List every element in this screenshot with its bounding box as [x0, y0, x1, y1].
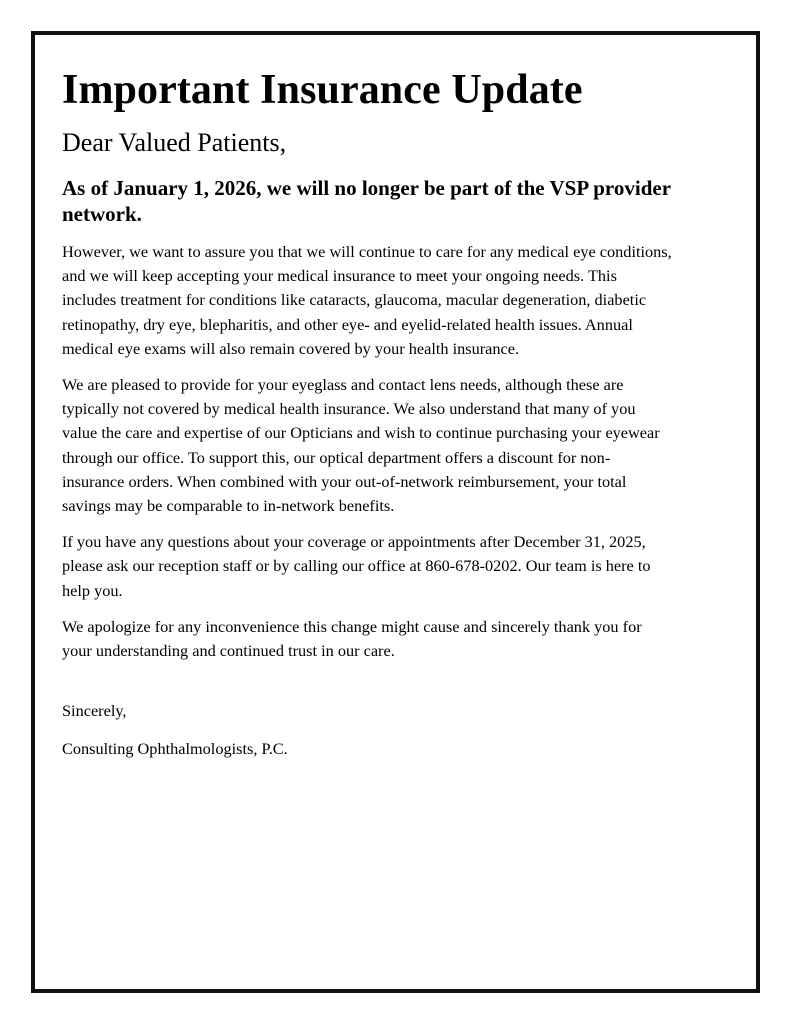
paragraph-contact: If you have any questions about your coverage or appointments after December 31, 2025, please ask our reception staff or by calling our office at 860-678-0202. Our team is here to help you.: [62, 532, 651, 600]
paragraph-apology: We apologize for any inconvenience this change might cause and sincerely thank you for your understanding and continued trust in our care.: [62, 616, 642, 661]
letter-signature: Consulting Ophthalmologists, P.C.: [62, 739, 288, 759]
letter-closing: Sincerely,: [62, 701, 127, 721]
letter-content: [62, 62, 672, 761]
paragraph-medical-care: However, we want to assure you that we will continue to care for any medical eye conditions, and we will keep accepting your medical insurance to meet your ongoing needs. This includes treatment for conditions like cataracts, glaucoma, macular degeneration, diabetic retinopathy, dry eye, blepharitis, and other eye- and eyelid-related health issues. Annual medical eye exams will also remain covered by your health insurance.: [62, 242, 672, 358]
paragraph-eyewear: We are pleased to provide for your eyeglass and contact lens needs, although these are typically not covered by medical health insurance. We also understand that many of you value the care and expertise of our Opticians and wish to continue purchasing your eyewear through our office. To support this, our optical department offers a discount for non-insurance orders. When combined with your out-of-network reimbursement, your total savings may be comparable to in-network benefits.: [62, 375, 660, 516]
lead-announcement: As of January 1, 2026, we will no longer be part of the VSP provider network.: [62, 176, 671, 226]
letter-title: Important Insurance Update: [62, 67, 583, 113]
letter-greeting: Dear Valued Patients,: [62, 128, 287, 157]
